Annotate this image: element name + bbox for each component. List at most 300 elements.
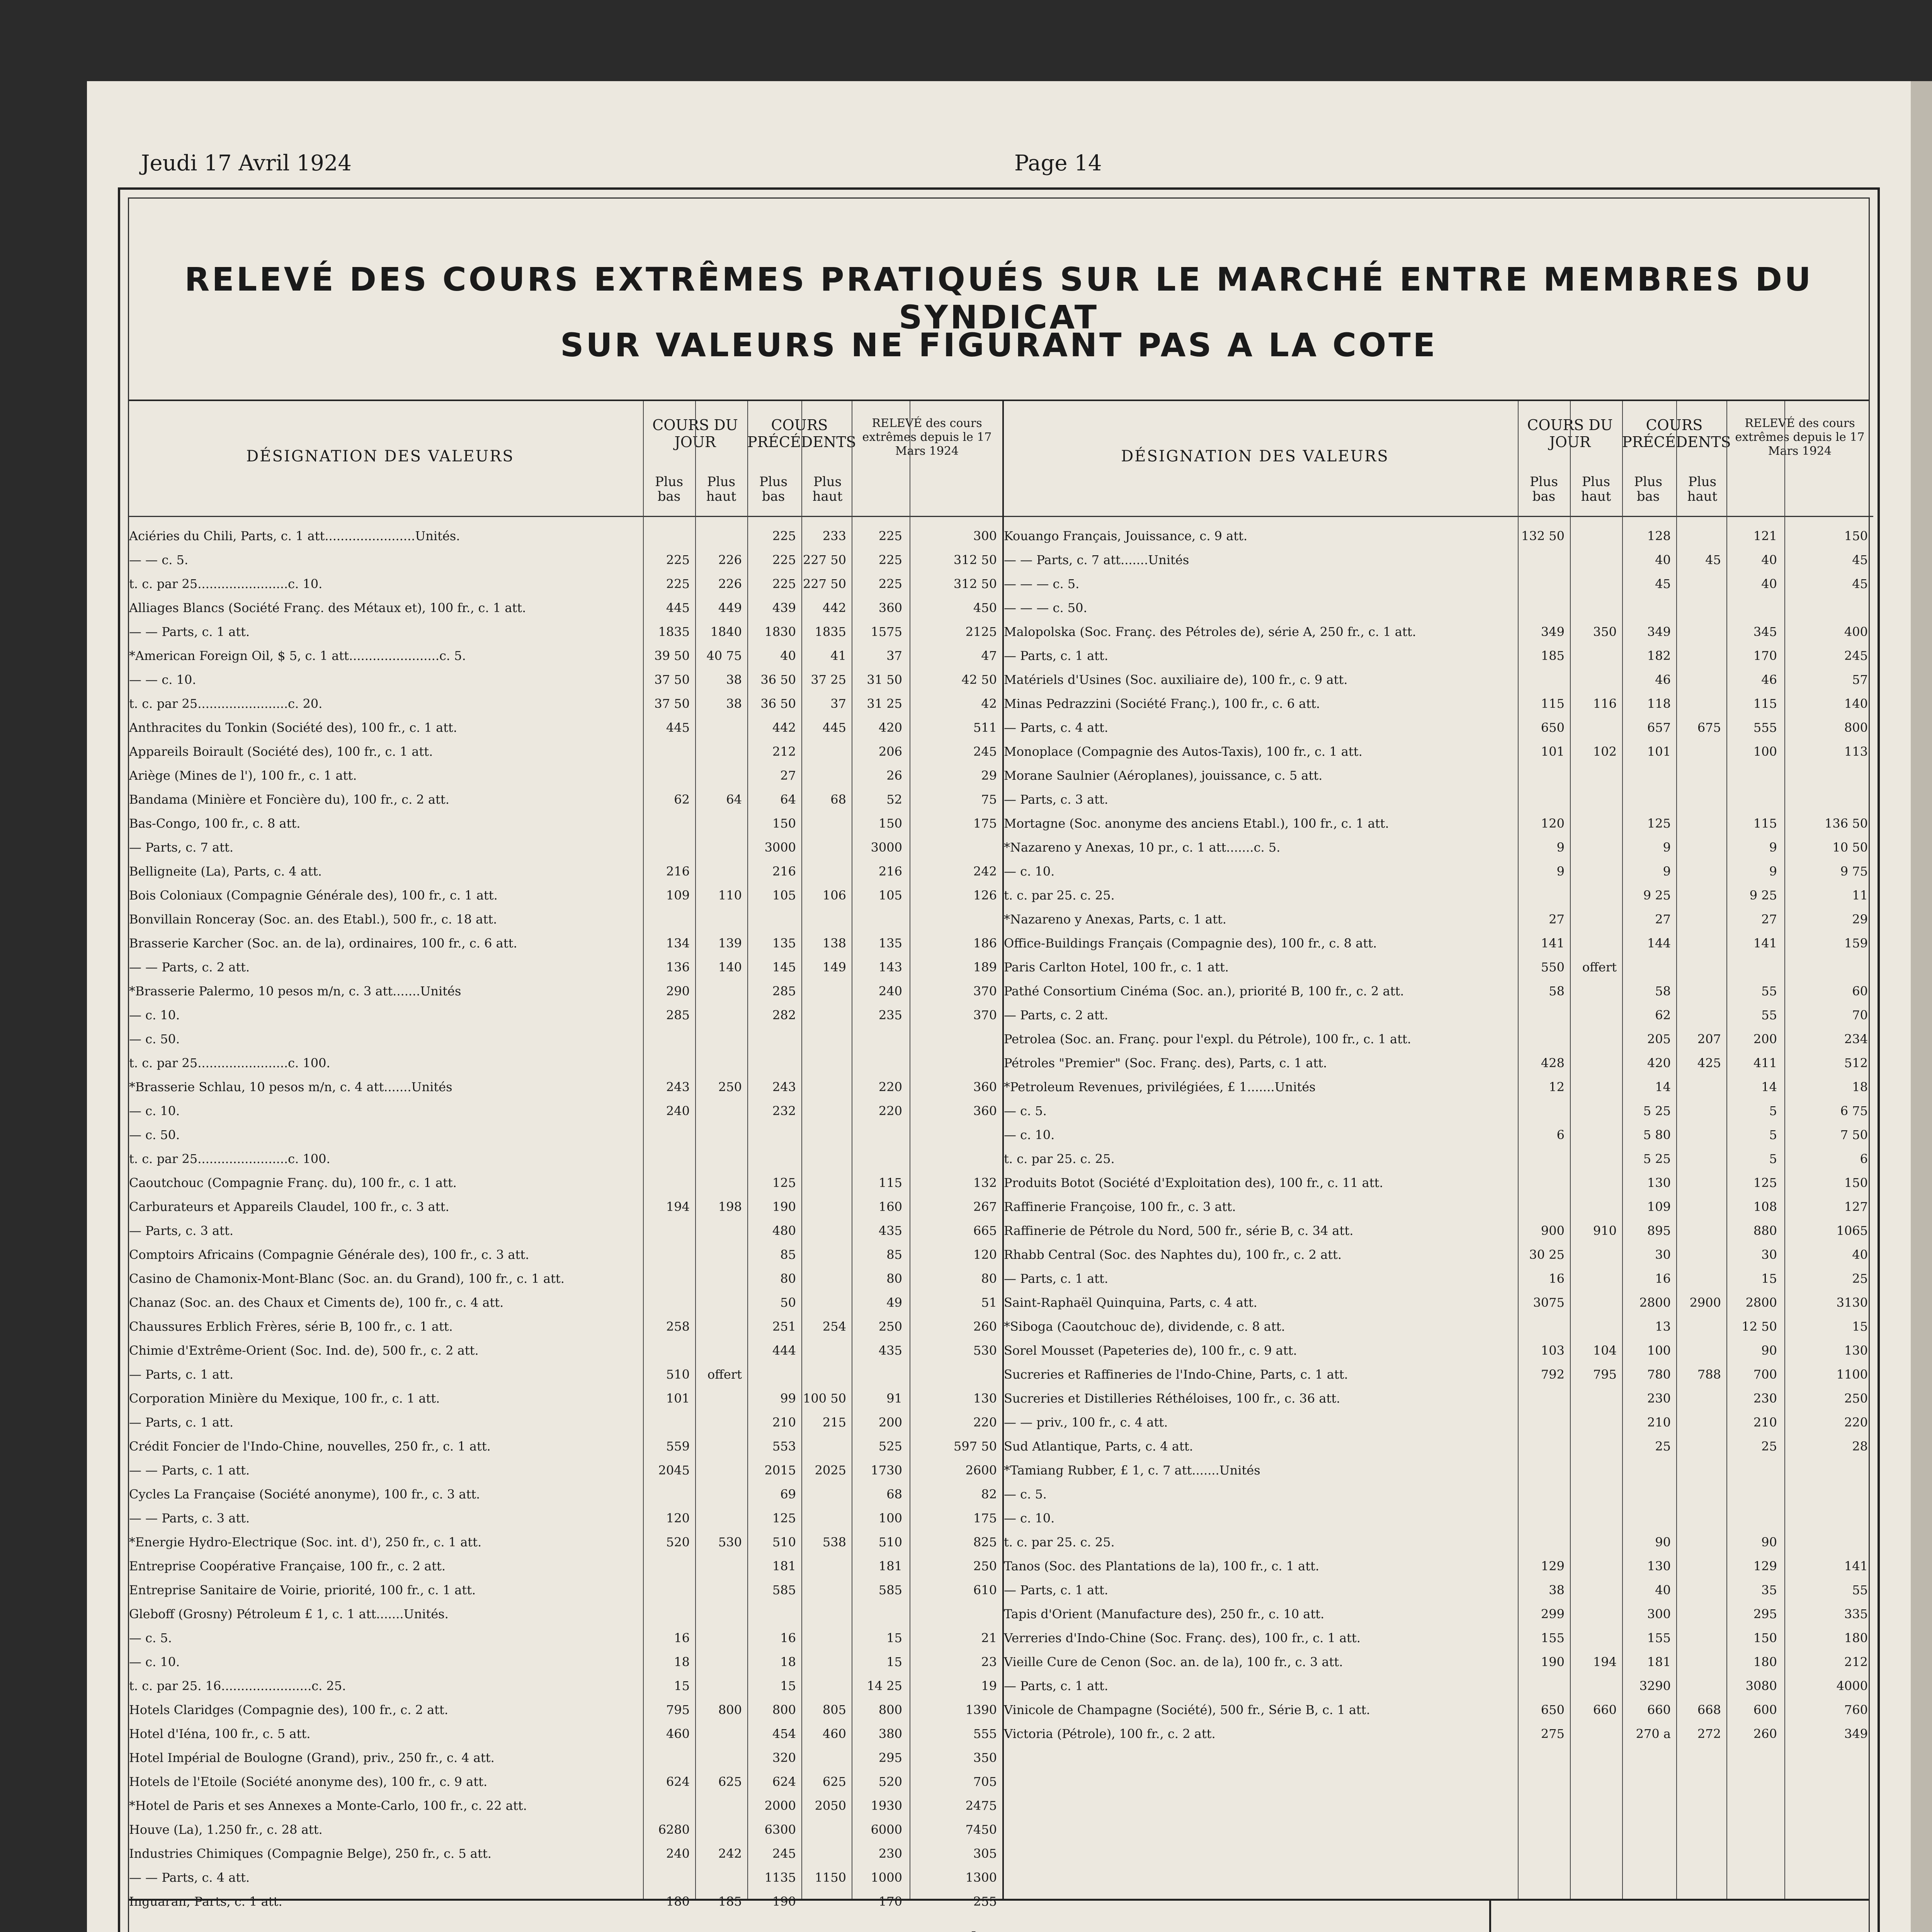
cours-value: 108	[1753, 1199, 1777, 1214]
table-row	[129, 1487, 1002, 1502]
cours-value: 880	[1753, 1223, 1777, 1238]
table-row	[1004, 1056, 1873, 1070]
valeur-name: — c. 10.	[1004, 1511, 1055, 1526]
cours-value: 18	[674, 1655, 690, 1669]
table-row	[1004, 936, 1873, 951]
table-row	[129, 1631, 1002, 1645]
table-row	[129, 1032, 1002, 1046]
cours-value: 225	[878, 553, 902, 567]
cours-value: 64	[726, 792, 742, 807]
cours-value: 185	[1541, 648, 1565, 663]
valeur-name: Chanaz (Soc. an. des Chaux et Ciments de), 100 fr., c. 4 att.	[129, 1295, 504, 1310]
cours-value: 1135	[764, 1870, 796, 1885]
cours-value: 40	[1761, 553, 1777, 567]
main-title: RELEVÉ DES COURS EXTRÊMES PRATIQUÉS SUR LE MARCHÉ ENTRE MEMBRES DU SYNDICAT	[184, 260, 1813, 336]
cours-value: 234	[1844, 1032, 1868, 1046]
cours-value: 62	[674, 792, 690, 807]
cours-value: 129	[1753, 1559, 1777, 1573]
cours-value: 14	[1655, 1080, 1671, 1094]
cours-value: 155	[1647, 1631, 1671, 1645]
cours-value: 15	[780, 1679, 796, 1693]
valeur-name: — Parts, c. 4 att.	[1004, 720, 1109, 735]
cours-value: 40 75	[706, 648, 742, 663]
cours-value: 449	[718, 600, 742, 615]
cours-value: 255	[973, 1894, 997, 1909]
cours-value: 227 50	[803, 553, 846, 567]
cours-value: 159	[1844, 936, 1868, 951]
cours-value: 100 50	[803, 1391, 846, 1406]
cours-value: 226	[718, 577, 742, 591]
cours-value: 597 50	[954, 1439, 997, 1454]
cours-value: 41	[830, 648, 846, 663]
valeur-name: — — Parts, c. 2 att.	[129, 960, 250, 975]
cours-value: 439	[772, 600, 796, 615]
valeur-name: — Parts, c. 2 att.	[1004, 1008, 1109, 1022]
cours-value: 800	[718, 1702, 742, 1717]
cours-value: 5	[1769, 1104, 1777, 1118]
cours-value: 25	[1761, 1439, 1777, 1454]
cours-value: 185	[718, 1894, 742, 1909]
cours-value: 335	[1844, 1607, 1868, 1621]
cours-value: offert	[1582, 960, 1617, 975]
cours-value: 181	[1647, 1655, 1671, 1669]
cours-value: 57	[1852, 672, 1868, 687]
cours-value: 6280	[658, 1822, 690, 1837]
valeur-name: *Nazareno y Anexas, Parts, c. 1 att.	[1004, 912, 1226, 927]
cours-value: 780	[1647, 1367, 1671, 1382]
cours-value: 115	[878, 1175, 902, 1190]
cours-value: 660	[1593, 1702, 1617, 1717]
cours-value: 136	[666, 960, 690, 975]
cours-value: 3130	[1836, 1295, 1868, 1310]
cours-value: 180	[1753, 1655, 1777, 1669]
cours-value: 254	[822, 1319, 846, 1334]
cours-value: 210	[1647, 1415, 1671, 1430]
table-row	[1004, 1655, 1873, 1669]
table-row	[129, 744, 1002, 759]
table-row	[1004, 1032, 1873, 1046]
table-row	[1004, 600, 1873, 615]
valeur-name: t. c. par 25.......................c. 20.	[129, 696, 323, 711]
valeur-name: Kouango Français, Jouissance, c. 9 att.	[1004, 529, 1248, 543]
table-row	[1004, 1247, 1873, 1262]
cours-value: 36 50	[760, 696, 796, 711]
cours-value: 6300	[764, 1822, 796, 1837]
cours-value: 225	[772, 553, 796, 567]
cours-value: 657	[1647, 720, 1671, 735]
cours-value: 30 25	[1529, 1247, 1565, 1262]
cours-value: 62	[1655, 1008, 1671, 1022]
valeur-name: *Tamiang Rubber, £ 1, c. 7 att.......Unités	[1004, 1463, 1260, 1478]
cours-value: 25	[1852, 1271, 1868, 1286]
cours-value: 1150	[815, 1870, 846, 1885]
cours-value: 170	[878, 1894, 902, 1909]
cours-value: 40	[1852, 1247, 1868, 1262]
table-row	[129, 1223, 1002, 1238]
cours-value: 19	[981, 1679, 997, 1693]
cours-value: 7450	[965, 1822, 997, 1837]
table-row	[129, 696, 1002, 711]
cours-value: 90	[1761, 1343, 1777, 1358]
cours-value: 90	[1655, 1535, 1671, 1549]
table-row	[129, 1822, 1002, 1837]
cours-value: 800	[1844, 720, 1868, 735]
valeur-name: — — Parts, c. 1 att.	[129, 624, 250, 639]
cours-value: 27	[780, 768, 796, 783]
table-row	[129, 936, 1002, 951]
valeur-name: t. c. par 25. 16.......................c. 25.	[129, 1679, 346, 1693]
content-frame	[118, 187, 1880, 1932]
cours-value: 349	[1647, 624, 1671, 639]
cours-value: 250	[878, 1319, 902, 1334]
cours-value: 5	[1769, 1151, 1777, 1166]
cours-value: 215	[822, 1415, 846, 1430]
cours-value: 118	[1647, 696, 1671, 711]
cours-value: 120	[1541, 816, 1565, 831]
valeur-name: — c. 10.	[129, 1104, 180, 1118]
cours-value: 444	[772, 1343, 796, 1358]
valeur-name: — Parts, c. 1 att.	[1004, 648, 1109, 663]
table-row	[129, 1295, 1002, 1310]
cours-value: 90	[1761, 1535, 1777, 1549]
cours-value: 210	[772, 1415, 796, 1430]
cours-value: 103	[1541, 1343, 1565, 1358]
sub-heading-plus-haut: Plus haut	[706, 474, 736, 504]
valeur-name: Hotel Impérial de Boulogne (Grand), priv., 250 fr., c. 4 att.	[129, 1750, 495, 1765]
cours-value: 25	[1655, 1439, 1671, 1454]
cours-value: 511	[973, 720, 997, 735]
cours-value: 58	[1549, 984, 1565, 998]
cours-value: 2025	[815, 1463, 846, 1478]
cours-value: 435	[878, 1223, 902, 1238]
cours-value: 216	[666, 864, 690, 879]
cours-value: 800	[878, 1702, 902, 1717]
valeur-name: Aciéries du Chili, Parts, c. 1 att.......................Unités.	[129, 529, 460, 543]
valeur-name: *Siboga (Caoutchouc de), dividende, c. 8 att.	[1004, 1319, 1285, 1334]
valeur-name: Appareils Boirault (Société des), 100 fr., c. 1 att.	[129, 744, 433, 759]
cours-value: 220	[973, 1415, 997, 1430]
bottom-section	[129, 1899, 1869, 1932]
cours-value: 121	[1753, 529, 1777, 543]
cours-value: 42 50	[961, 672, 997, 687]
cours-value: 9	[1663, 840, 1671, 855]
cours-value: 52	[886, 792, 902, 807]
cours-value: 141	[1753, 936, 1777, 951]
cours-value: 230	[1647, 1391, 1671, 1406]
cours-value: 9	[1663, 864, 1671, 879]
cours-value: 37	[830, 696, 846, 711]
table-row	[129, 1391, 1002, 1406]
valeur-name: Industries Chimiques (Compagnie Belge), 250 fr., c. 5 att.	[129, 1846, 492, 1861]
valeur-name: — c. 5.	[129, 1631, 172, 1645]
cours-value: 625	[822, 1774, 846, 1789]
cours-value: 150	[878, 816, 902, 831]
extrait-separator	[1489, 1901, 1491, 1932]
valeur-name: Crédit Foncier de l'Indo-Chine, nouvelles, 250 fr., c. 1 att.	[129, 1439, 491, 1454]
valeur-name: Morane Saulnier (Aéroplanes), jouissance, c. 5 att.	[1004, 768, 1323, 783]
table-row	[129, 1679, 1002, 1693]
cours-value: 220	[878, 1080, 902, 1094]
cours-value: 55	[1761, 1008, 1777, 1022]
table-row	[1004, 1535, 1873, 1549]
cours-value: 10 50	[1832, 840, 1868, 855]
header-date: Jeudi 17 Avril 1924	[141, 151, 352, 176]
cours-value: 510	[878, 1535, 902, 1549]
cours-value: 2000	[764, 1798, 796, 1813]
table-row	[129, 1175, 1002, 1190]
table-row	[129, 1056, 1002, 1070]
cours-value: 305	[973, 1846, 997, 1861]
cours-value: 82	[981, 1487, 997, 1502]
valeur-name: *Energie Hydro-Electrique (Soc. int. d'), 250 fr., c. 1 att.	[129, 1535, 482, 1549]
cours-value: 46	[1655, 672, 1671, 687]
valeur-name: Pathé Consortium Cinéma (Soc. an.), priorité B, 100 fr., c. 2 att.	[1004, 984, 1404, 998]
cours-value: 1300	[965, 1870, 997, 1885]
cours-value: 45	[1705, 553, 1721, 567]
table-row	[129, 1271, 1002, 1286]
cours-value: 18	[1852, 1080, 1868, 1094]
cours-value: 1000	[871, 1870, 902, 1885]
table-row	[1004, 1463, 1873, 1478]
table-row	[129, 1080, 1002, 1094]
valeur-name: *Brasserie Schlau, 10 pesos m/n, c. 4 att.......Unités	[129, 1080, 452, 1094]
cours-value: 113	[1844, 744, 1868, 759]
table-row	[129, 1702, 1002, 1717]
sub-heading-plus-haut: Plus haut	[1581, 474, 1611, 504]
cours-value: 36 50	[760, 672, 796, 687]
cours-value: 16	[674, 1631, 690, 1645]
cours-value: 144	[1647, 936, 1671, 951]
cours-value: 11	[1852, 888, 1868, 903]
valeur-name: Victoria (Pétrole), 100 fr., c. 2 att.	[1004, 1726, 1216, 1741]
sub-heading-plus-bas: Plus bas	[1634, 474, 1663, 504]
cours-value: 182	[1647, 648, 1671, 663]
cours-du-jour-heading: COURS DU JOUR	[1527, 417, 1613, 451]
cours-value: 624	[772, 1774, 796, 1789]
valeur-name: — — Parts, c. 3 att.	[129, 1511, 250, 1526]
table-row	[129, 960, 1002, 975]
cours-value: offert	[707, 1367, 742, 1382]
valeur-name: Chaussures Erblich Frères, série B, 100 fr., c. 1 att.	[129, 1319, 453, 1334]
valeur-name: — — c. 10.	[129, 672, 196, 687]
valeur-name: Malopolska (Soc. Franç. des Pétroles de), série A, 250 fr., c. 1 att.	[1004, 624, 1416, 639]
cours-value: 138	[822, 936, 846, 951]
cours-value: 5 25	[1643, 1151, 1671, 1166]
table-row	[1004, 1271, 1873, 1286]
cours-value: 425	[1697, 1056, 1721, 1070]
valeur-name: — — — c. 5.	[1004, 577, 1080, 591]
cours-value: 420	[878, 720, 902, 735]
cours-value: 150	[772, 816, 796, 831]
table-row	[1004, 1295, 1873, 1310]
right-quotes-table	[1004, 401, 1873, 1900]
cours-value: 155	[1541, 1631, 1565, 1645]
cours-value: 420	[1647, 1056, 1671, 1070]
cours-value: 520	[666, 1535, 690, 1549]
valeur-name: Entreprise Sanitaire de Voirie, priorité, 100 fr., c. 1 att.	[129, 1583, 476, 1597]
cours-value: 350	[1593, 624, 1617, 639]
cours-value: 115	[1541, 696, 1565, 711]
valeur-name: — Parts, c. 3 att.	[129, 1223, 234, 1238]
table-row	[1004, 888, 1873, 903]
cours-value: 175	[973, 816, 997, 831]
cours-value: 37 50	[654, 672, 690, 687]
table-row	[129, 1247, 1002, 1262]
table-row	[1004, 768, 1873, 783]
cours-value: 140	[718, 960, 742, 975]
table-row	[1004, 1008, 1873, 1022]
valeur-name: Minas Pedrazzini (Société Franç.), 100 fr., c. 6 att.	[1004, 696, 1320, 711]
table-row	[129, 864, 1002, 879]
cours-value: 530	[973, 1343, 997, 1358]
table-row	[1004, 1367, 1873, 1382]
valeur-name: — Parts, c. 7 att.	[129, 840, 234, 855]
cours-value: 550	[1541, 960, 1565, 975]
main-subtitle: SUR VALEURS NE FIGURANT PAS A LA COTE	[560, 326, 1438, 364]
cours-value: 345	[1753, 624, 1777, 639]
sub-heading-plus-bas: Plus bas	[759, 474, 788, 504]
valeur-name: Chimie d'Extrême-Orient (Soc. Ind. de), 500 fr., c. 2 att.	[129, 1343, 479, 1358]
table-row	[129, 1439, 1002, 1454]
cours-value: 1575	[871, 624, 902, 639]
valeur-name: Monoplace (Compagnie des Autos-Taxis), 100 fr., c. 1 att.	[1004, 744, 1362, 759]
valeur-name: Bonvillain Ronceray (Soc. an. des Etabl.), 500 fr., c. 18 att.	[129, 912, 497, 927]
cours-value: 75	[981, 792, 997, 807]
cours-value: 190	[1541, 1655, 1565, 1669]
cours-value: 240	[666, 1846, 690, 1861]
valeur-name: Houve (La), 1.250 fr., c. 28 att.	[129, 1822, 323, 1837]
valeur-name: — c. 10.	[129, 1655, 180, 1669]
cours-value: 299	[1541, 1607, 1565, 1621]
table-row	[129, 553, 1002, 567]
cours-value: 220	[1844, 1415, 1868, 1430]
table-row	[129, 1726, 1002, 1741]
cours-value: 272	[1697, 1726, 1721, 1741]
valeur-name: Petrolea (Soc. an. Franç. pour l'expl. du Pétrole), 100 fr., c. 1 att.	[1004, 1032, 1412, 1046]
valeur-name: *Petroleum Revenues, privilégiées, £ 1.......Unités	[1004, 1080, 1316, 1094]
cours-value: 181	[772, 1559, 796, 1573]
cours-value: 37 25	[811, 672, 846, 687]
cours-value: 242	[973, 864, 997, 879]
table-row	[1004, 672, 1873, 687]
valeur-name: t. c. par 25. c. 25.	[1004, 888, 1115, 903]
cours-value: 227 50	[803, 577, 846, 591]
cours-value: 37 50	[654, 696, 690, 711]
cours-value: 7 50	[1840, 1128, 1868, 1142]
cours-value: 91	[886, 1391, 902, 1406]
cours-value: 795	[1593, 1367, 1617, 1382]
cours-value: 38	[726, 696, 742, 711]
cours-value: 12	[1549, 1080, 1565, 1094]
cours-value: 37	[886, 648, 902, 663]
inner-frame	[128, 197, 1870, 1932]
cours-value: 101	[1541, 744, 1565, 759]
valeur-name: — Parts, c. 1 att.	[1004, 1271, 1109, 1286]
cours-value: 55	[1761, 984, 1777, 998]
cours-value: 205	[1647, 1032, 1671, 1046]
cours-value: 13	[1655, 1319, 1671, 1334]
cours-value: 450	[973, 600, 997, 615]
table-row	[129, 1008, 1002, 1022]
cours-value: 130	[973, 1391, 997, 1406]
cours-value: 480	[772, 1223, 796, 1238]
cours-value: 792	[1541, 1367, 1565, 1382]
cours-value: 100	[1647, 1343, 1671, 1358]
cours-value: 2600	[965, 1463, 997, 1478]
header-page-number: Page 14	[1014, 151, 1102, 176]
cours-value: 31 25	[867, 696, 902, 711]
cours-value: 136 50	[1825, 816, 1868, 831]
cours-value: 825	[973, 1535, 997, 1549]
cours-value: 15	[1852, 1319, 1868, 1334]
cours-value: 109	[1647, 1199, 1671, 1214]
valeur-name: Vieille Cure de Cenon (Soc. an. de la), 100 fr., c. 3 att.	[1004, 1655, 1343, 1669]
table-row	[1004, 1104, 1873, 1118]
cours-value: 250	[973, 1559, 997, 1573]
valeur-name: — — Parts, c. 4 att.	[129, 1870, 250, 1885]
cours-value: 128	[1647, 529, 1671, 543]
cours-value: 14 25	[867, 1679, 902, 1693]
cours-value: 180	[666, 1894, 690, 1909]
cours-value: 9	[1556, 840, 1565, 855]
table-row	[1004, 1607, 1873, 1621]
cours-value: 230	[878, 1846, 902, 1861]
cours-value: 454	[772, 1726, 796, 1741]
cours-value: 194	[1593, 1655, 1617, 1669]
cours-value: 69	[780, 1487, 796, 1502]
cours-value: 190	[772, 1199, 796, 1214]
cours-value: 150	[1844, 1175, 1868, 1190]
cours-value: 31 50	[867, 672, 902, 687]
cours-value: 668	[1697, 1702, 1721, 1717]
cours-value: 70	[1852, 1008, 1868, 1022]
cours-value: 225	[878, 529, 902, 543]
cours-value: 243	[772, 1080, 796, 1094]
cours-value: 134	[666, 936, 690, 951]
cours-value: 230	[1753, 1391, 1777, 1406]
cours-value: 3075	[1533, 1295, 1565, 1310]
cours-value: 2900	[1689, 1295, 1721, 1310]
table-row	[1004, 912, 1873, 927]
cours-value: 370	[973, 1008, 997, 1022]
cours-value: 139	[718, 936, 742, 951]
table-row	[129, 1104, 1002, 1118]
cours-value: 30	[1761, 1247, 1777, 1262]
cours-value: 127	[1844, 1199, 1868, 1214]
cours-value: 140	[1844, 696, 1868, 711]
cours-value: 349	[1844, 1726, 1868, 1741]
cours-value: 2475	[965, 1798, 997, 1813]
cours-value: 175	[973, 1511, 997, 1526]
cours-value: 360	[973, 1104, 997, 1118]
valeur-name: Sud Atlantique, Parts, c. 4 att.	[1004, 1439, 1193, 1454]
table-row	[1004, 840, 1873, 855]
cours-value: 895	[1647, 1223, 1671, 1238]
table-row	[129, 1750, 1002, 1765]
cours-value: 104	[1593, 1343, 1617, 1358]
valeur-name: Verreries d'Indo-Chine (Soc. Franç. des), 100 fr., c. 1 att.	[1004, 1631, 1361, 1645]
cours-value: 445	[666, 720, 690, 735]
cours-value: 186	[973, 936, 997, 951]
valeur-name: Caoutchouc (Compagnie Franç. du), 100 fr., c. 1 att.	[129, 1175, 457, 1190]
cours-value: 530	[718, 1535, 742, 1549]
cours-value: 240	[666, 1104, 690, 1118]
cours-value: 125	[1647, 816, 1671, 831]
cours-value: 555	[1753, 720, 1777, 735]
cours-value: 102	[1593, 744, 1617, 759]
releve-heading: RELEVÉ des cours extrêmes depuis le 17 Mars 1924	[862, 417, 992, 458]
table-row	[129, 1535, 1002, 1549]
